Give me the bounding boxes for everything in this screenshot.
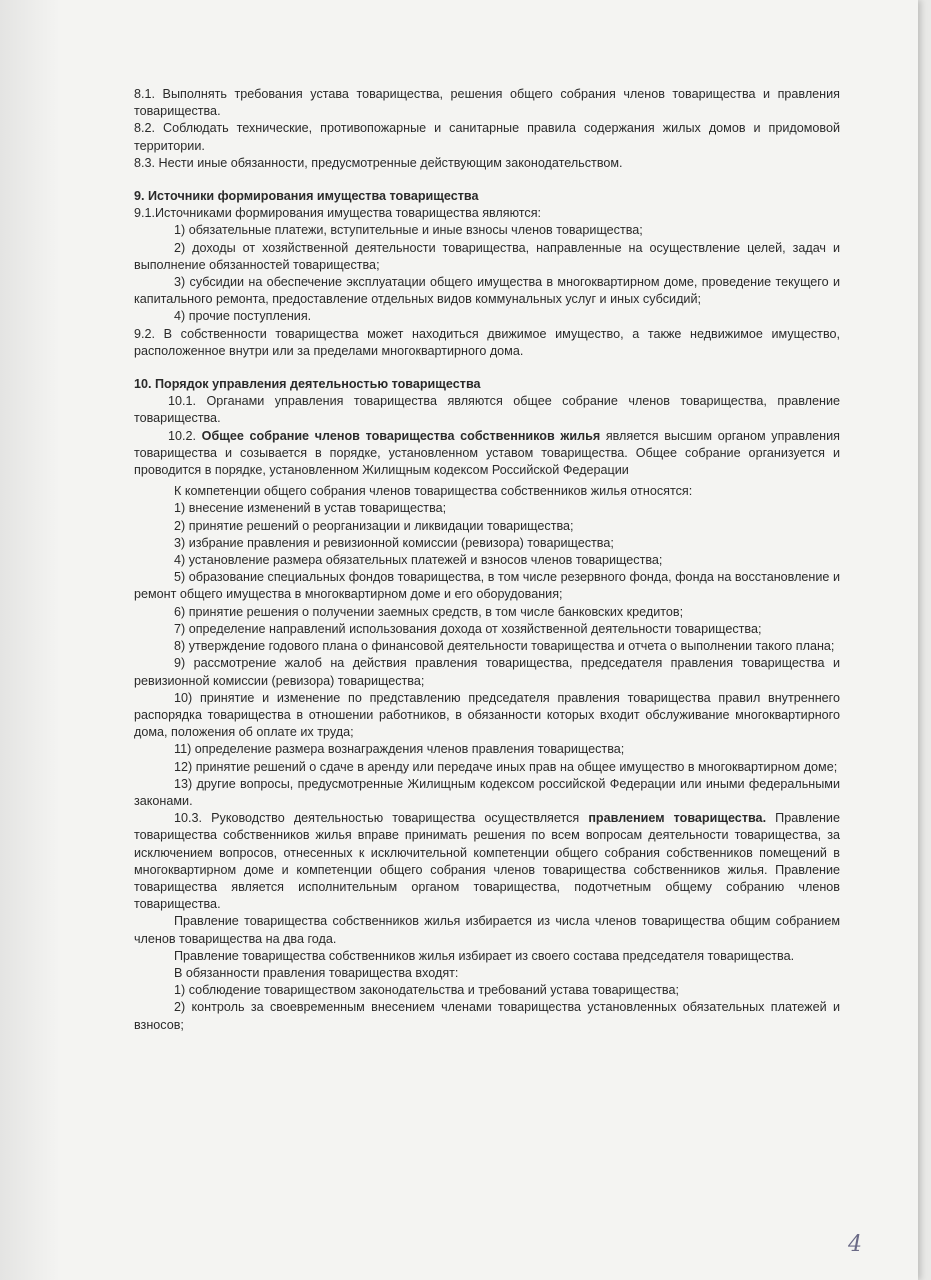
clause-text: 10.3. Руководство деятельностью товарищества осуществляется: [174, 811, 589, 826]
page-number: 4: [848, 1232, 862, 1257]
list-item: 3) избрание правления и ревизионной комиссии (ревизора) товарищества;: [174, 535, 614, 550]
list-item: 7) определение направлений использования дохода от хозяйственной деятельности товарищества;: [174, 621, 762, 636]
clause-10-1: 10.1. Органами управления товарищества являются общее собрание членов товарищества, правление товарищества.: [134, 394, 840, 426]
list-item: 9) рассмотрение жалоб на действия правления товарищества, председателя правления товарищества и ревизионной комиссии (ревизора) товарищества;: [134, 656, 840, 688]
list-item: 1) соблюдение товариществом законодательства и требований устава товарищества;: [174, 983, 679, 998]
board-paragraph: Правление товарищества собственников жилья избирает из своего состава председателя товарищества.: [174, 948, 795, 963]
list-item: 1) обязательные платежи, вступительные и иные взносы членов товарищества;: [174, 223, 643, 238]
clause-9-2: 9.2. В собственности товарищества может находиться движимое имущество, а также недвижимое имущество, расположенное внутри или за пределами многоквартирного дома.: [134, 326, 840, 358]
list-item: 8) утверждение годового плана о финансовой деятельности товарищества и отчета о выполнении такого плана;: [174, 639, 835, 654]
clause-10-2: [134, 428, 840, 480]
clause-number: 10.2.: [168, 428, 202, 443]
clause-8-2: 8.2. Соблюдать технические, противопожарные и санитарные правила содержания жилых домов и придомовой территории.: [134, 121, 840, 153]
bold-term: правлением товарищества.: [588, 811, 767, 826]
duties-intro: В обязанности правления товарищества входят:: [174, 965, 459, 980]
list-item: 11) определение размера вознаграждения членов правления товарищества;: [174, 742, 625, 757]
list-item: 5) образование специальных фондов товарищества, в том числе резервного фонда, фонда на восстановление и ремонт общего имущества в многоквартирном доме и его оборудования;: [134, 570, 840, 602]
list-item: 2) доходы от хозяйственной деятельности товарищества, направленные на осуществление целей, задач и выполнение обязанностей товарищества;: [134, 240, 840, 272]
clause-text: Правление товарищества собственников жилья вправе принимать решения по всем вопросам деятельности товарищества, за исключением вопросов, отнесенных к исключительной компетенции общего собрания собственников помещений в многоквартирном доме и компетенции общего собрания членов товарищества собственников жилья. Правление товарищества является исполнительным органом товарищества, подотчетным общему собранию членов товарищества.: [134, 811, 840, 912]
list-item: 12) принятие решений о сдаче в аренду или передаче иных прав на общее имущество в многоквартирном доме;: [174, 759, 838, 774]
clause-8-1: 8.1. Выполнять требования устава товарищества, решения общего собрания членов товарищества и правления товарищества.: [134, 87, 840, 119]
list-item: 6) принятие решения о получении заемных средств, в том числе банковских кредитов;: [174, 604, 684, 619]
list-item: 10) принятие и изменение по представлению председателя правления товарищества правил внутреннего распорядка товарищества в отношении работников, в обязанности которых входит обслуживание многоквартирного дома, положения об оплате их труда;: [134, 690, 840, 740]
clause-9-1: 9.1.Источниками формирования имущества товарищества являются:: [134, 206, 542, 221]
clause-text: является высшим органом управления товарищества и созывается в порядке, установленном уставом товарищества. Общее собрание организуется и проводится в порядке, установленном Жилищным кодексом Российской Федерации: [134, 428, 840, 478]
list-item: 1) внесение изменений в устав товарищества;: [174, 501, 447, 516]
board-paragraph: Правление товарищества собственников жилья избирается из числа членов товарищества общим собранием членов товарищества на два года.: [134, 914, 840, 946]
list-item: 2) контроль за своевременным внесением членами товарищества установленных обязательных платежей и взносов;: [134, 1000, 840, 1032]
section-10-heading: 10. Порядок управления деятельностью товарищества: [134, 377, 481, 392]
document-body: [134, 86, 840, 1034]
list-item: 3) субсидии на обеспечение эксплуатации общего имущества в многоквартирном доме, проведение текущего и капитального ремонта, предоставление отдельных видов коммунальных услуг и иных субсидий;: [134, 275, 840, 307]
list-item: 13) другие вопросы, предусмотренные Жилищным кодексом российской Федерации или иными федеральными законами.: [134, 776, 840, 808]
list-item: 2) принятие решений о реорганизации и ликвидации товарищества;: [174, 518, 574, 533]
section-9-heading: 9. Источники формирования имущества товарищества: [134, 189, 479, 204]
list-item: 4) прочие поступления.: [174, 309, 312, 324]
competence-intro: К компетенции общего собрания членов товарищества собственников жилья относятся:: [174, 484, 693, 499]
clause-8-3: 8.3. Нести иные обязанности, предусмотренные действующим законодательством.: [134, 155, 623, 170]
list-item: 4) установление размера обязательных платежей и взносов членов товарищества;: [174, 553, 663, 568]
clause-10-3: [134, 810, 840, 913]
bold-term: Общее собрание членов товарищества собственников жилья: [201, 428, 601, 443]
